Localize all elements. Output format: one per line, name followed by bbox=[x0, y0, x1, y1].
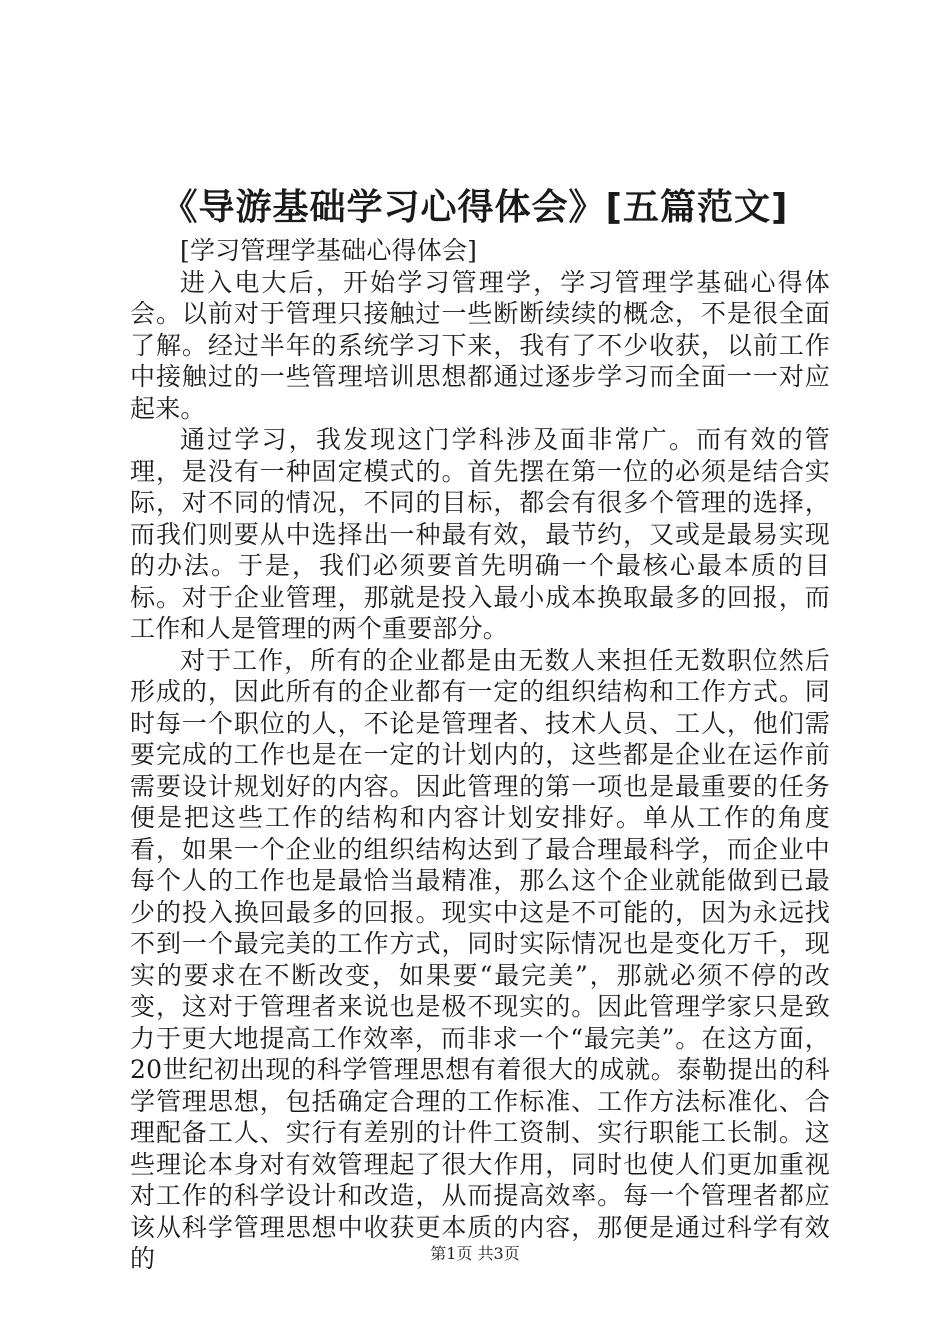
paragraph-1: 进入电大后，开始学习管理学，学习管理学基础心得体会。以前对于管理只接触过一些断断续续的概念，不是很全面了解。经过半年的系统学习下来，我有了不少收获，以前工作中接触过的一些管理培训思想都通过逐步学习而全面一一对应起来。 bbox=[130, 267, 830, 423]
page-footer: 第1页 共3页 bbox=[430, 1244, 520, 1263]
section-subheading: [学习管理学基础心得体会] bbox=[180, 236, 478, 265]
document-body bbox=[130, 235, 830, 1275]
document-title: 《导游基础学习心得体会》[五篇范文] bbox=[161, 187, 789, 228]
paragraph-3: 对于工作，所有的企业都是由无数人来担任无数职位然后形成的，因此所有的企业都有一定的组织结构和工作方式。同时每一个职位的人，不论是管理者、技术人员、工人，他们需要完成的工作也是在一定的计划内的，这些都是企业在运作前需要设计规划好的内容。因此管理的第一项也是最重要的任务便是把这些工作的结构和内容计划安排好。单从工作的角度看，如果一个企业的组织结构达到了最合理最科学，而企业中每个人的工作也是最恰当最精准，那么这个企业就能做到已最少的投入换回最多的回报。现实中这是不可能的，因为永远找不到一个最完美的工作方式，同时实际情况也是变化万千，现实的要求在不断改变，如果要“最完美”，那就必须不停的改变，这对于管理者来说也是极不现实的。因此管理学家只是致力于更大地提高工作效率，而非求一个“最完美”。在这方面，20世纪初出现的科学管理思想有着很大的成就。泰勒提出的科学管理思想，包括确定合理的工作标准、工作方法标准化、合理配备工人、实行有差别的计件工资制、实行职能工长制。这些理论本身对有效管理起了很大作用，同时也使人们更加重视对工作的科学设计和改造，从而提高效率。每一个管理者都应该从科学管理思想中收获更本质的内容，那便是通过科学有效的 bbox=[130, 645, 830, 1273]
paragraph-2: 通过学习，我发现这门学科涉及面非常广。而有效的管理，是没有一种固定模式的。首先摆在第一位的必须是结合实际，对不同的情况，不同的目标，都会有很多个管理的选择，而我们则要从中选择出一种最有效，最节约，又或是最易实现的办法。于是，我们必须要首先明确一个最核心最本质的目标。对于企业管理，那就是投入最小成本换取最多的回报，而工作和人是管理的两个重要部分。 bbox=[130, 425, 830, 643]
